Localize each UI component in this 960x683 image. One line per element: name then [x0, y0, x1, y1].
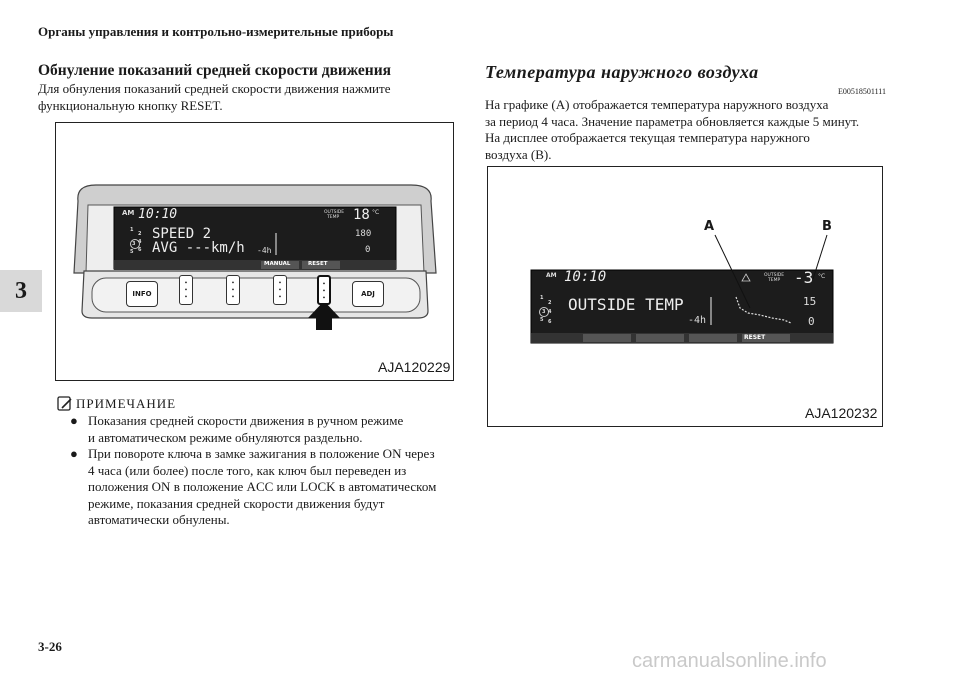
display-clock: 10:10 [564, 269, 607, 285]
display-4h-label: -4h [257, 246, 272, 255]
display-am: AM [122, 209, 135, 217]
gear-2: 2 [548, 300, 552, 306]
display-am: AM [546, 272, 557, 279]
display-temp-unit: °C [818, 273, 826, 280]
text-line: функциональную кнопку RESET. [38, 97, 223, 113]
figure-reset-display [55, 122, 454, 381]
display-4h-label: -4h [688, 315, 707, 326]
display-180-label: 180 [355, 229, 372, 239]
instrument-panel-illustration [56, 123, 453, 380]
gear-3: 3 [132, 241, 136, 247]
display-clock: 10:10 [138, 207, 178, 222]
function-button-reset[interactable]: • • • [317, 275, 331, 305]
display-line-avg: AVG ---km/h [152, 240, 245, 256]
display-temp-label: TEMP [768, 278, 781, 283]
outside-temp-paragraph [485, 97, 859, 163]
watermark: carmanualsonline.info [632, 650, 827, 672]
adj-button[interactable]: ADJ [352, 281, 384, 307]
text-line: При повороте ключа в замке зажигания в положение ON через [88, 446, 435, 461]
gear-5: 5 [130, 249, 134, 255]
running-header: Органы управления и контрольно-измерительные приборы [38, 24, 394, 39]
label-a: A [704, 219, 715, 234]
text-line: положения ON в положение ACC или LOCK в автоматическом [88, 479, 437, 494]
function-button-1[interactable]: • • • [179, 275, 193, 305]
display-outside-label: OUTSIDE [324, 210, 345, 215]
manual-button[interactable]: MANUAL [264, 261, 291, 267]
text-line: режиме, показания средней скорости движения будут [88, 495, 385, 511]
note-item [70, 446, 455, 530]
display-15-label: 15 [803, 295, 817, 308]
display-line-speed: SPEED 2 [152, 226, 212, 242]
outside-temp-display-illustration [488, 167, 882, 426]
display-temp-value: -3 [794, 268, 814, 287]
display-temp-unit: °C [372, 209, 380, 216]
gear-6: 6 [138, 247, 142, 253]
gear-4: 4 [548, 309, 552, 315]
text-line: На дисплее отображается текущая температура наружного [485, 130, 810, 145]
section-code: E00518501111 [838, 87, 886, 96]
text-line: На графике (A) отображается температура наружного воздуха [485, 97, 829, 112]
text-line: автоматически обнулены. [88, 512, 230, 527]
display-outside-label: OUTSIDE [764, 273, 785, 278]
text-line: Показания средней скорости движения в ручном режиме [88, 413, 404, 428]
chapter-tab: 3 [0, 270, 42, 312]
bullet-icon: ● [70, 413, 78, 428]
function-button-2[interactable]: • • • [226, 275, 240, 305]
note-title: ПРИМЕЧАНИЕ [76, 396, 177, 411]
display-0-label: 0 [365, 245, 371, 255]
label-b: B [822, 219, 832, 234]
figure-caption: AJA120232 [805, 405, 878, 421]
reset-button[interactable]: RESET [308, 261, 328, 267]
figure-caption: AJA120229 [378, 359, 451, 375]
section-heading-outside-temp: Температура наружного воздуха [485, 62, 759, 82]
section-heading-reset: Обнуление показаний средней скорости движения [38, 62, 392, 79]
figure-outside-temp [487, 166, 883, 427]
info-button[interactable]: INFO [126, 281, 158, 307]
display-temp-label: TEMP [327, 215, 340, 220]
text-line: за период 4 часа. Значение параметра обновляется каждые 5 минут. [485, 113, 860, 129]
text-line: Для обнуления показаний средней скорости движения нажмите [38, 81, 391, 96]
note-item [70, 413, 455, 447]
reset-button[interactable]: RESET [744, 334, 766, 341]
text-line: воздуха (B). [485, 146, 552, 162]
gear-5: 5 [540, 317, 544, 323]
gear-1: 1 [540, 295, 544, 301]
bullet-icon: ● [70, 446, 78, 461]
display-line-outside-temp: OUTSIDE TEMP [568, 295, 684, 314]
function-button-3[interactable]: • • • [273, 275, 287, 305]
reset-paragraph [38, 81, 390, 114]
text-line: 4 часа (или более) после того, как ключ был переведен из [88, 462, 407, 478]
gear-3: 3 [542, 309, 546, 315]
gear-2: 2 [138, 231, 142, 237]
gear-1: 1 [130, 227, 134, 233]
gear-6: 6 [548, 319, 552, 325]
display-temp-value: 18 [353, 207, 370, 223]
page-number: 3-26 [38, 639, 62, 654]
gear-4: 4 [138, 239, 142, 245]
text-line: и автоматическом режиме обнуляются раздельно. [88, 429, 363, 445]
display-0-label: 0 [808, 315, 815, 328]
